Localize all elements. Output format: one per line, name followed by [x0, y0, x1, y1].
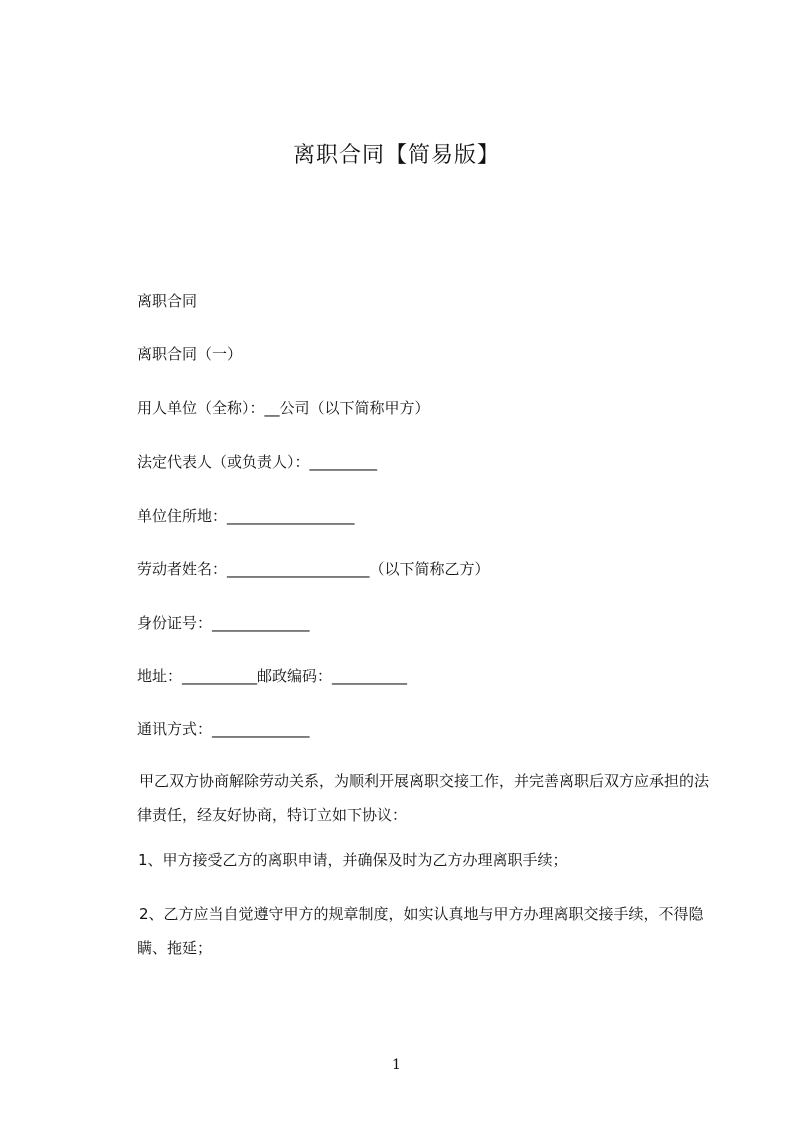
legal-representative-line: 法定代表人（或负责人）：_________ — [137, 453, 378, 471]
document-title: 离职合同【简易版】 — [292, 143, 500, 168]
subheading-line: 离职合同（一） — [137, 345, 243, 363]
employee-name-line: 劳动者姓名：___________________（以下简称乙方） — [137, 560, 490, 578]
clause-2-paragraph: 2、乙方应当自觉遵守甲方的规章制度，如实认真地与甲方办理离职交接手续，不得隐瞒、拖延； — [137, 905, 704, 957]
employer-line: 用人单位（全称）：__公司（以下简称甲方） — [137, 399, 430, 417]
heading-line: 离职合同 — [137, 292, 198, 310]
address-postcode-line: 地址：__________邮政编码：__________ — [137, 667, 408, 685]
clause-1-paragraph: 1、甲方接受乙方的离职申请，并确保及时为乙方办理离职手续； — [138, 851, 568, 869]
page-number: 1 — [392, 1057, 401, 1073]
employer-address-line: 单位住所地：_________________ — [137, 507, 355, 525]
id-number-line: 身份证号：_____________ — [137, 614, 310, 632]
contact-line: 通讯方式：_____________ — [137, 720, 310, 738]
intro-paragraph: 甲乙双方协商解除劳动关系，为顺利开展离职交接工作，并完善离职后双方应承担的法律责任，经友好协商，特订立如下协议： — [137, 772, 710, 824]
